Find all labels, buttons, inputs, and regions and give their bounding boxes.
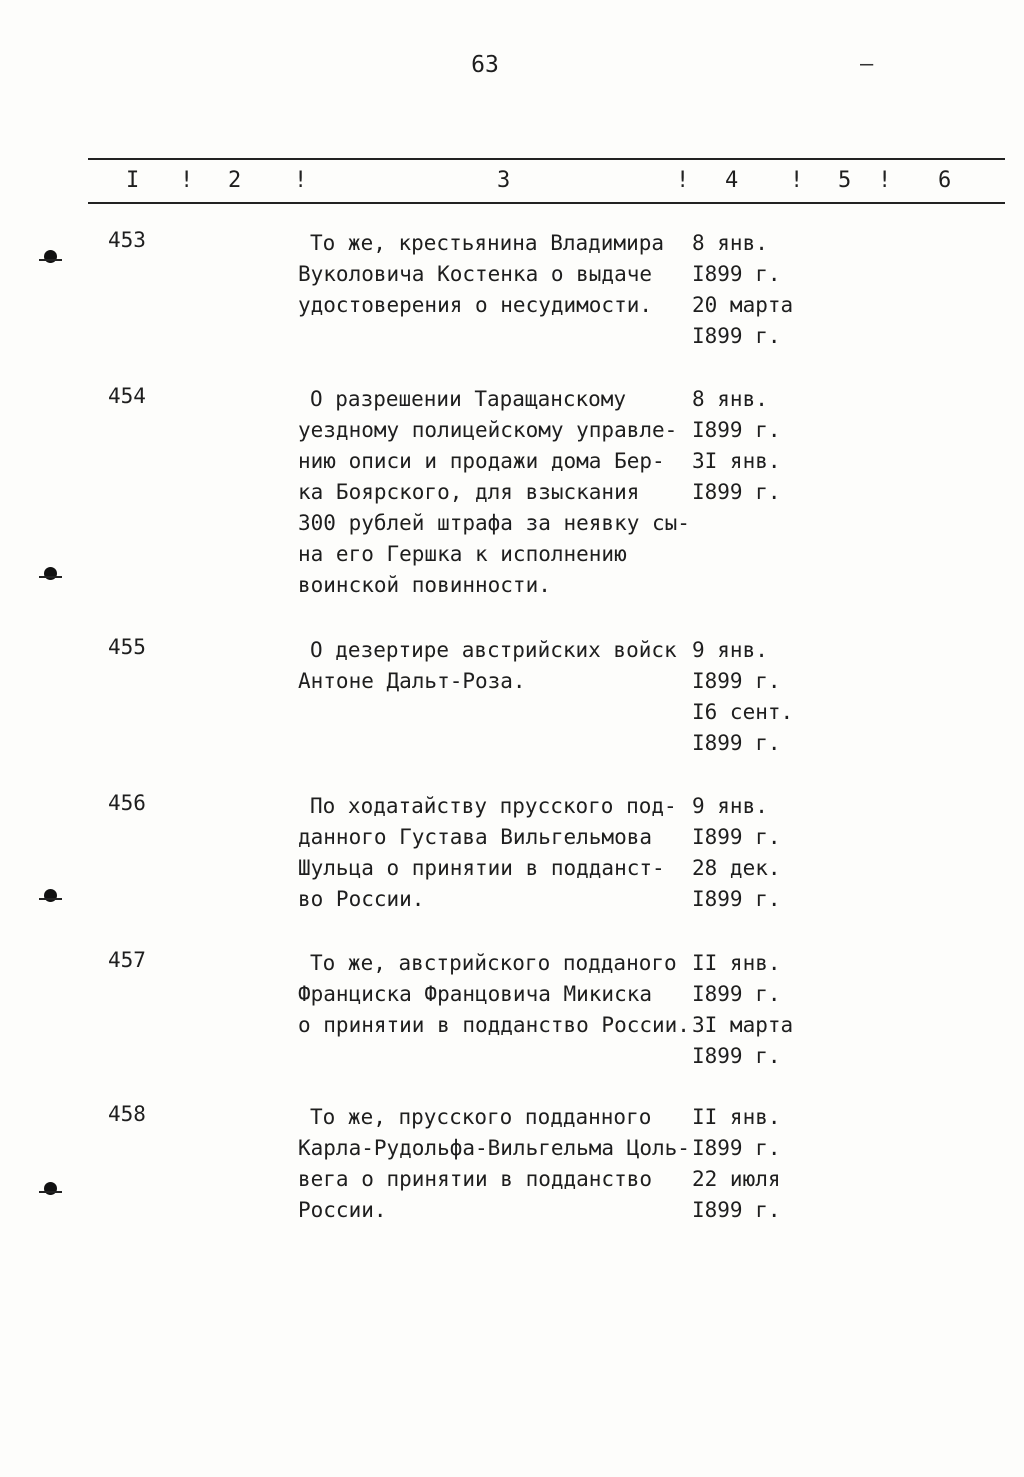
date-line: I899 г. [692, 825, 781, 849]
entry-title [298, 948, 698, 1041]
date-line: I899 г. [692, 731, 781, 755]
title-line: О дезертире австрийских войск [310, 638, 677, 662]
header-top-rule [88, 158, 1005, 160]
entry-title [298, 384, 698, 601]
punch-hole-mark [44, 1182, 57, 1195]
title-line: воинской повинности. [298, 573, 551, 597]
title-line: удостоверения о несудимости. [298, 293, 653, 317]
title-line: Антоне Дальт-Роза. [298, 669, 526, 693]
date-line: 9 янв. [692, 794, 768, 818]
date-line: 22 июля [692, 1167, 781, 1191]
date-line: 9 янв. [692, 638, 768, 662]
entry-number: 454 [108, 384, 146, 408]
date-line: I899 г. [692, 262, 781, 286]
title-line: во России. [298, 887, 425, 911]
column-separator: ! [790, 168, 804, 193]
entry-dates [692, 384, 822, 508]
date-line: I899 г. [692, 669, 781, 693]
title-line: Шульца о принятии в подданст- [298, 856, 665, 880]
entry-dates [692, 228, 822, 352]
entry-dates [692, 791, 822, 915]
column-header-4: 4 [725, 168, 739, 193]
date-line: I899 г. [692, 1136, 781, 1160]
punch-hole-mark [44, 567, 57, 580]
title-line: 300 рублей штрафа за неявку сы- [298, 511, 690, 535]
title-line: на его Гершка к исполнению [298, 542, 627, 566]
entry-dates [692, 1102, 822, 1226]
entry-number: 458 [108, 1102, 146, 1126]
punch-hole-mark [44, 250, 57, 263]
title-line: Карла-Рудольфа-Вильгельма Цоль- [298, 1136, 690, 1160]
title-line: По ходатайству прусского под- [310, 794, 677, 818]
entry-number: 456 [108, 791, 146, 815]
title-line: То же, прусского подданного [310, 1105, 652, 1129]
date-line: 8 янв. [692, 231, 768, 255]
title-line: о принятии в подданство России. [298, 1013, 690, 1037]
date-line: 28 дек. [692, 856, 781, 880]
entry-dates [692, 948, 822, 1072]
title-line: нию описи и продажи дома Бер- [298, 449, 665, 473]
title-line: данного Густава Вильгельмова [298, 825, 653, 849]
date-line: 3I марта [692, 1013, 794, 1037]
date-line: I899 г. [692, 982, 781, 1006]
column-header-6: 6 [938, 168, 952, 193]
title-line: То же, австрийского подданого [310, 951, 677, 975]
page-number: 63 [471, 52, 499, 78]
column-separator: ! [878, 168, 892, 193]
column-header-5: 5 [838, 168, 852, 193]
title-line: Вуколовича Костенка о выдаче [298, 262, 653, 286]
column-header-2: 2 [228, 168, 242, 193]
column-header-3: 3 [497, 168, 511, 193]
entry-number: 455 [108, 635, 146, 659]
title-line: О разрешении Таращанскому [310, 387, 627, 411]
column-header-1: I [126, 168, 140, 193]
entry-title [298, 635, 698, 697]
date-line: II янв. [692, 951, 781, 975]
date-line: I899 г. [692, 324, 781, 348]
date-line: I899 г. [692, 480, 781, 504]
column-separator: ! [676, 168, 690, 193]
date-line: I899 г. [692, 887, 781, 911]
date-line: I899 г. [692, 418, 781, 442]
corner-mark: — [860, 52, 874, 77]
entry-dates [692, 635, 822, 759]
date-line: I6 сент. [692, 700, 794, 724]
column-separator: ! [294, 168, 308, 193]
header-bottom-rule [88, 202, 1005, 204]
date-line: 8 янв. [692, 387, 768, 411]
title-line: ка Боярского, для взыскания [298, 480, 640, 504]
entry-title [298, 1102, 698, 1226]
entry-number: 457 [108, 948, 146, 972]
date-line: I899 г. [692, 1198, 781, 1222]
entry-title [298, 228, 698, 321]
entry-title [298, 791, 698, 915]
date-line: II янв. [692, 1105, 781, 1129]
punch-hole-mark [44, 889, 57, 902]
title-line: России. [298, 1198, 387, 1222]
column-separator: ! [180, 168, 194, 193]
title-line: уездному полицейскому управле- [298, 418, 678, 442]
date-line: 3I янв. [692, 449, 781, 473]
title-line: То же, крестьянина Владимира [310, 231, 665, 255]
date-line: 20 марта [692, 293, 794, 317]
title-line: вега о принятии в подданство [298, 1167, 653, 1191]
entry-number: 453 [108, 228, 146, 252]
title-line: Франциска Францовича Микиска [298, 982, 653, 1006]
date-line: I899 г. [692, 1044, 781, 1068]
